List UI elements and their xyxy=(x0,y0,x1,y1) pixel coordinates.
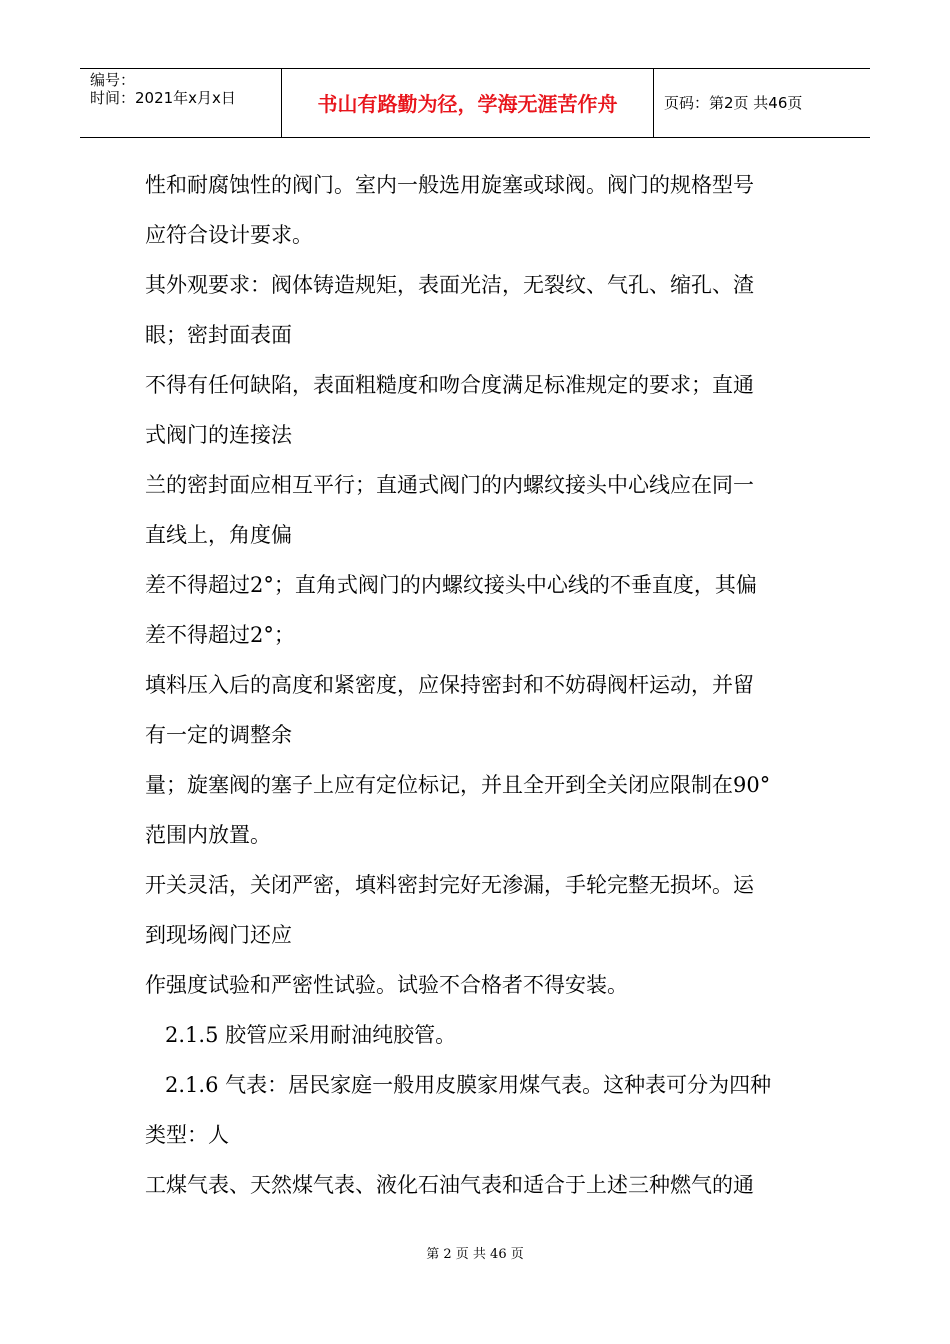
body-line: 差不得超过2°； xyxy=(145,623,295,647)
body-line: 应符合设计要求。 xyxy=(145,223,313,247)
body-line: 差不得超过2°；直角式阀门的内螺纹接头中心线的不垂直度，其偏 xyxy=(145,573,757,597)
body-line: 填料压入后的高度和紧密度，应保持密封和不妨碍阀杆运动，并留 xyxy=(145,673,754,697)
body-line: 作强度试验和严密性试验。试验不合格者不得安装。 xyxy=(145,973,628,997)
body-line: 范围内放置。 xyxy=(145,823,271,847)
body-line: 兰的密封面应相互平行；直通式阀门的内螺纹接头中心线应在同一 xyxy=(145,473,754,497)
section-2-1-5-line: 2.1.5 胶管应采用耐油纯胶管。 xyxy=(165,1023,457,1047)
header-page-cell xyxy=(654,69,870,137)
header-meta-cell xyxy=(80,69,282,137)
body-line: 到现场阀门还应 xyxy=(145,923,292,947)
body-line: 有一定的调整余 xyxy=(145,723,292,747)
section-2-1-6-line: 2.1.6 气表：居民家庭一般用皮膜家用煤气表。这种表可分为四种 xyxy=(165,1073,772,1097)
body-line: 不得有任何缺陷，表面粗糙度和吻合度满足标准规定的要求；直通 xyxy=(145,373,754,397)
header-motto-cell xyxy=(282,69,654,137)
body-line: 直线上，角度偏 xyxy=(145,523,292,547)
motto-text: 书山有路勤为径，学海无涯苦作舟 xyxy=(317,92,618,116)
body-line: 眼；密封面表面 xyxy=(145,323,292,347)
body-line: 性和耐腐蚀性的阀门。室内一般选用旋塞或球阀。阀门的规格型号 xyxy=(145,173,754,197)
body-line: 类型：人 xyxy=(145,1123,229,1147)
body-line: 量；旋塞阀的塞子上应有定位标记，并且全开到全关闭应限制在90° xyxy=(145,773,771,797)
page-footer: 第 2 页 共 46 页 xyxy=(426,1247,524,1262)
body-line: 其外观要求：阀体铸造规矩，表面光洁，无裂纹、气孔、缩孔、渣 xyxy=(145,273,754,297)
body-line: 工煤气表、天然煤气表、液化石油气表和适合于上述三种燃气的通 xyxy=(145,1173,754,1197)
header-page-info: 页码：第2页 共46页 xyxy=(664,94,803,112)
serial-number-label: 编号： xyxy=(90,71,136,89)
body-line: 开关灵活，关闭严密，填料密封完好无渗漏，手轮完整无损坏。运 xyxy=(145,873,754,897)
document-body xyxy=(145,160,810,1210)
date-label: 时间：2021年x月x日 xyxy=(90,89,236,107)
page-header xyxy=(80,68,870,138)
body-line: 式阀门的连接法 xyxy=(145,423,292,447)
